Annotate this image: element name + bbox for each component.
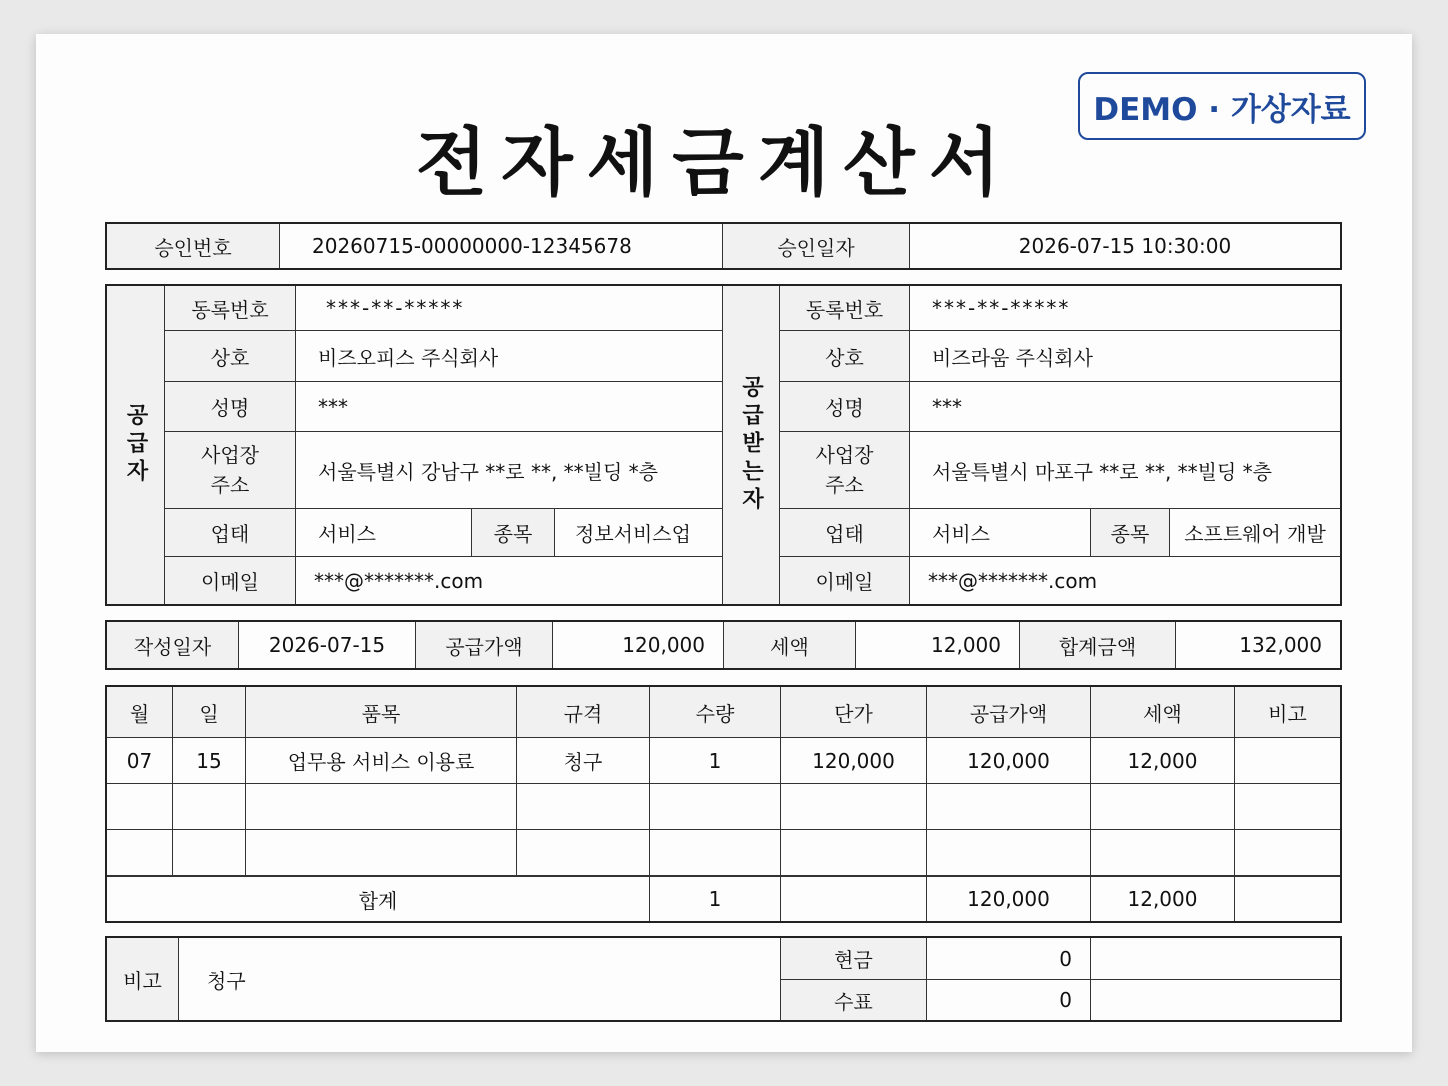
row1-item: 업무용 서비스 이용료 [287, 750, 475, 774]
total-amount-label: 합계금액 [1020, 622, 1175, 668]
row1-note [1235, 738, 1340, 783]
items-table [105, 685, 1342, 923]
items-total-label: 합계 [358, 888, 398, 913]
cash-label: 현금 [781, 938, 926, 979]
supply-amount-label: 공급가액 [416, 622, 552, 668]
approval-date-value: 2026-07-15 10:30:00 [1018, 234, 1232, 258]
supplier-address-label-line2: 주소 [210, 473, 250, 497]
col-header-qty: 수량 [650, 687, 780, 737]
buyer-reg-value: ***-**-***** [932, 296, 1071, 320]
check-label: 수표 [781, 980, 926, 1020]
items-total-qty: 1 [708, 887, 722, 911]
supplier-email-value: ***@*******.com [314, 568, 484, 593]
summary-table [105, 620, 1342, 670]
row1-supply: 120,000 [967, 748, 1050, 773]
col-header-supply: 공급가액 [927, 687, 1090, 737]
buyer-address-value: 서울특별시 마포구 **로 **, **빌딩 *층 [932, 459, 1272, 484]
col-header-tax: 세액 [1091, 687, 1234, 737]
document-title: 전자세금계산서 [415, 120, 1015, 206]
row1-spec: 청구 [563, 750, 603, 774]
supplier-reg-label: 동록번호 [165, 286, 295, 330]
total-amount-value: 132,000 [1239, 633, 1322, 657]
buyer-item-value: 소프트웨어 개발 [1184, 522, 1326, 546]
supplier-address-label [165, 432, 295, 508]
parties-table [105, 284, 1342, 606]
row1-qty: 1 [708, 748, 722, 773]
buyer-business-type-label: 업태 [780, 509, 909, 556]
remark-value: 청구 [207, 968, 246, 993]
footer-table [105, 936, 1342, 1022]
supplier-address-label-line1: 사업장 [201, 443, 259, 467]
buyer-company-value: 비즈라움 주식회사 [932, 345, 1093, 370]
buyer-name-value: *** [932, 394, 962, 419]
tax-amount-value: 12,000 [931, 633, 1001, 657]
col-header-note: 비고 [1235, 687, 1340, 737]
approval-number-label: 승인번호 [107, 224, 279, 268]
col-header-spec: 규격 [517, 687, 649, 737]
buyer-address-label [780, 432, 909, 508]
col-header-month: 월 [107, 687, 172, 737]
buyer-name-label: 성명 [780, 382, 909, 431]
buyer-email-value: ***@*******.com [928, 568, 1098, 593]
supplier-email-label: 이메일 [165, 557, 295, 604]
supplier-item-value: 정보서비스업 [575, 522, 691, 546]
tax-amount-label: 세액 [724, 622, 855, 668]
demo-badge: DEMO · 가상자료 [1078, 72, 1366, 140]
buyer-company-label: 상호 [780, 331, 909, 381]
row1-day: 15 [196, 748, 222, 773]
supplier-business-type-value: 서비스 [318, 522, 376, 546]
items-total-supply: 120,000 [967, 887, 1050, 911]
remark-label: 비고 [107, 938, 178, 1020]
supplier-name-value: *** [318, 394, 348, 419]
supplier-reg-value: ***-**-***** [326, 296, 465, 320]
row1-tax: 12,000 [1127, 748, 1198, 773]
row1-unit-price: 120,000 [812, 748, 895, 773]
supplier-business-type-label: 업태 [165, 509, 295, 556]
supplier-company-label: 상호 [165, 331, 295, 381]
buyer-address-label-line1: 사업장 [815, 443, 874, 467]
approval-table [105, 222, 1342, 270]
supplier-company-value: 비즈오피스 주식회사 [318, 345, 499, 370]
buyer-business-type-value: 서비스 [932, 522, 990, 546]
supplier-item-label: 종목 [472, 509, 554, 556]
write-date-label: 작성일자 [107, 622, 238, 668]
supplier-address-value: 서울특별시 강남구 **로 **, **빌딩 *층 [318, 459, 658, 484]
col-header-unit-price: 단가 [781, 687, 926, 737]
col-header-item: 품목 [246, 687, 516, 737]
supplier-name-label: 성명 [165, 382, 295, 431]
write-date-value: 2026-07-15 [268, 633, 386, 657]
buyer-address-label-line2: 주소 [825, 473, 864, 497]
cash-value: 0 [1059, 946, 1072, 971]
approval-date-label: 승인일자 [723, 224, 909, 268]
buyer-email-label: 이메일 [780, 557, 909, 604]
check-value: 0 [1059, 988, 1072, 1012]
buyer-item-label: 종목 [1091, 509, 1169, 556]
supply-amount-value: 120,000 [622, 633, 705, 657]
row1-month: 07 [126, 748, 153, 773]
col-header-day: 일 [173, 687, 245, 737]
items-total-tax: 12,000 [1127, 887, 1198, 911]
approval-number-value: 20260715-00000000-12345678 [312, 234, 632, 258]
supplier-side-label: 공급자 [107, 286, 164, 604]
buyer-reg-label: 동록번호 [780, 286, 909, 330]
buyer-side-label: 공급받는자 [723, 286, 779, 604]
